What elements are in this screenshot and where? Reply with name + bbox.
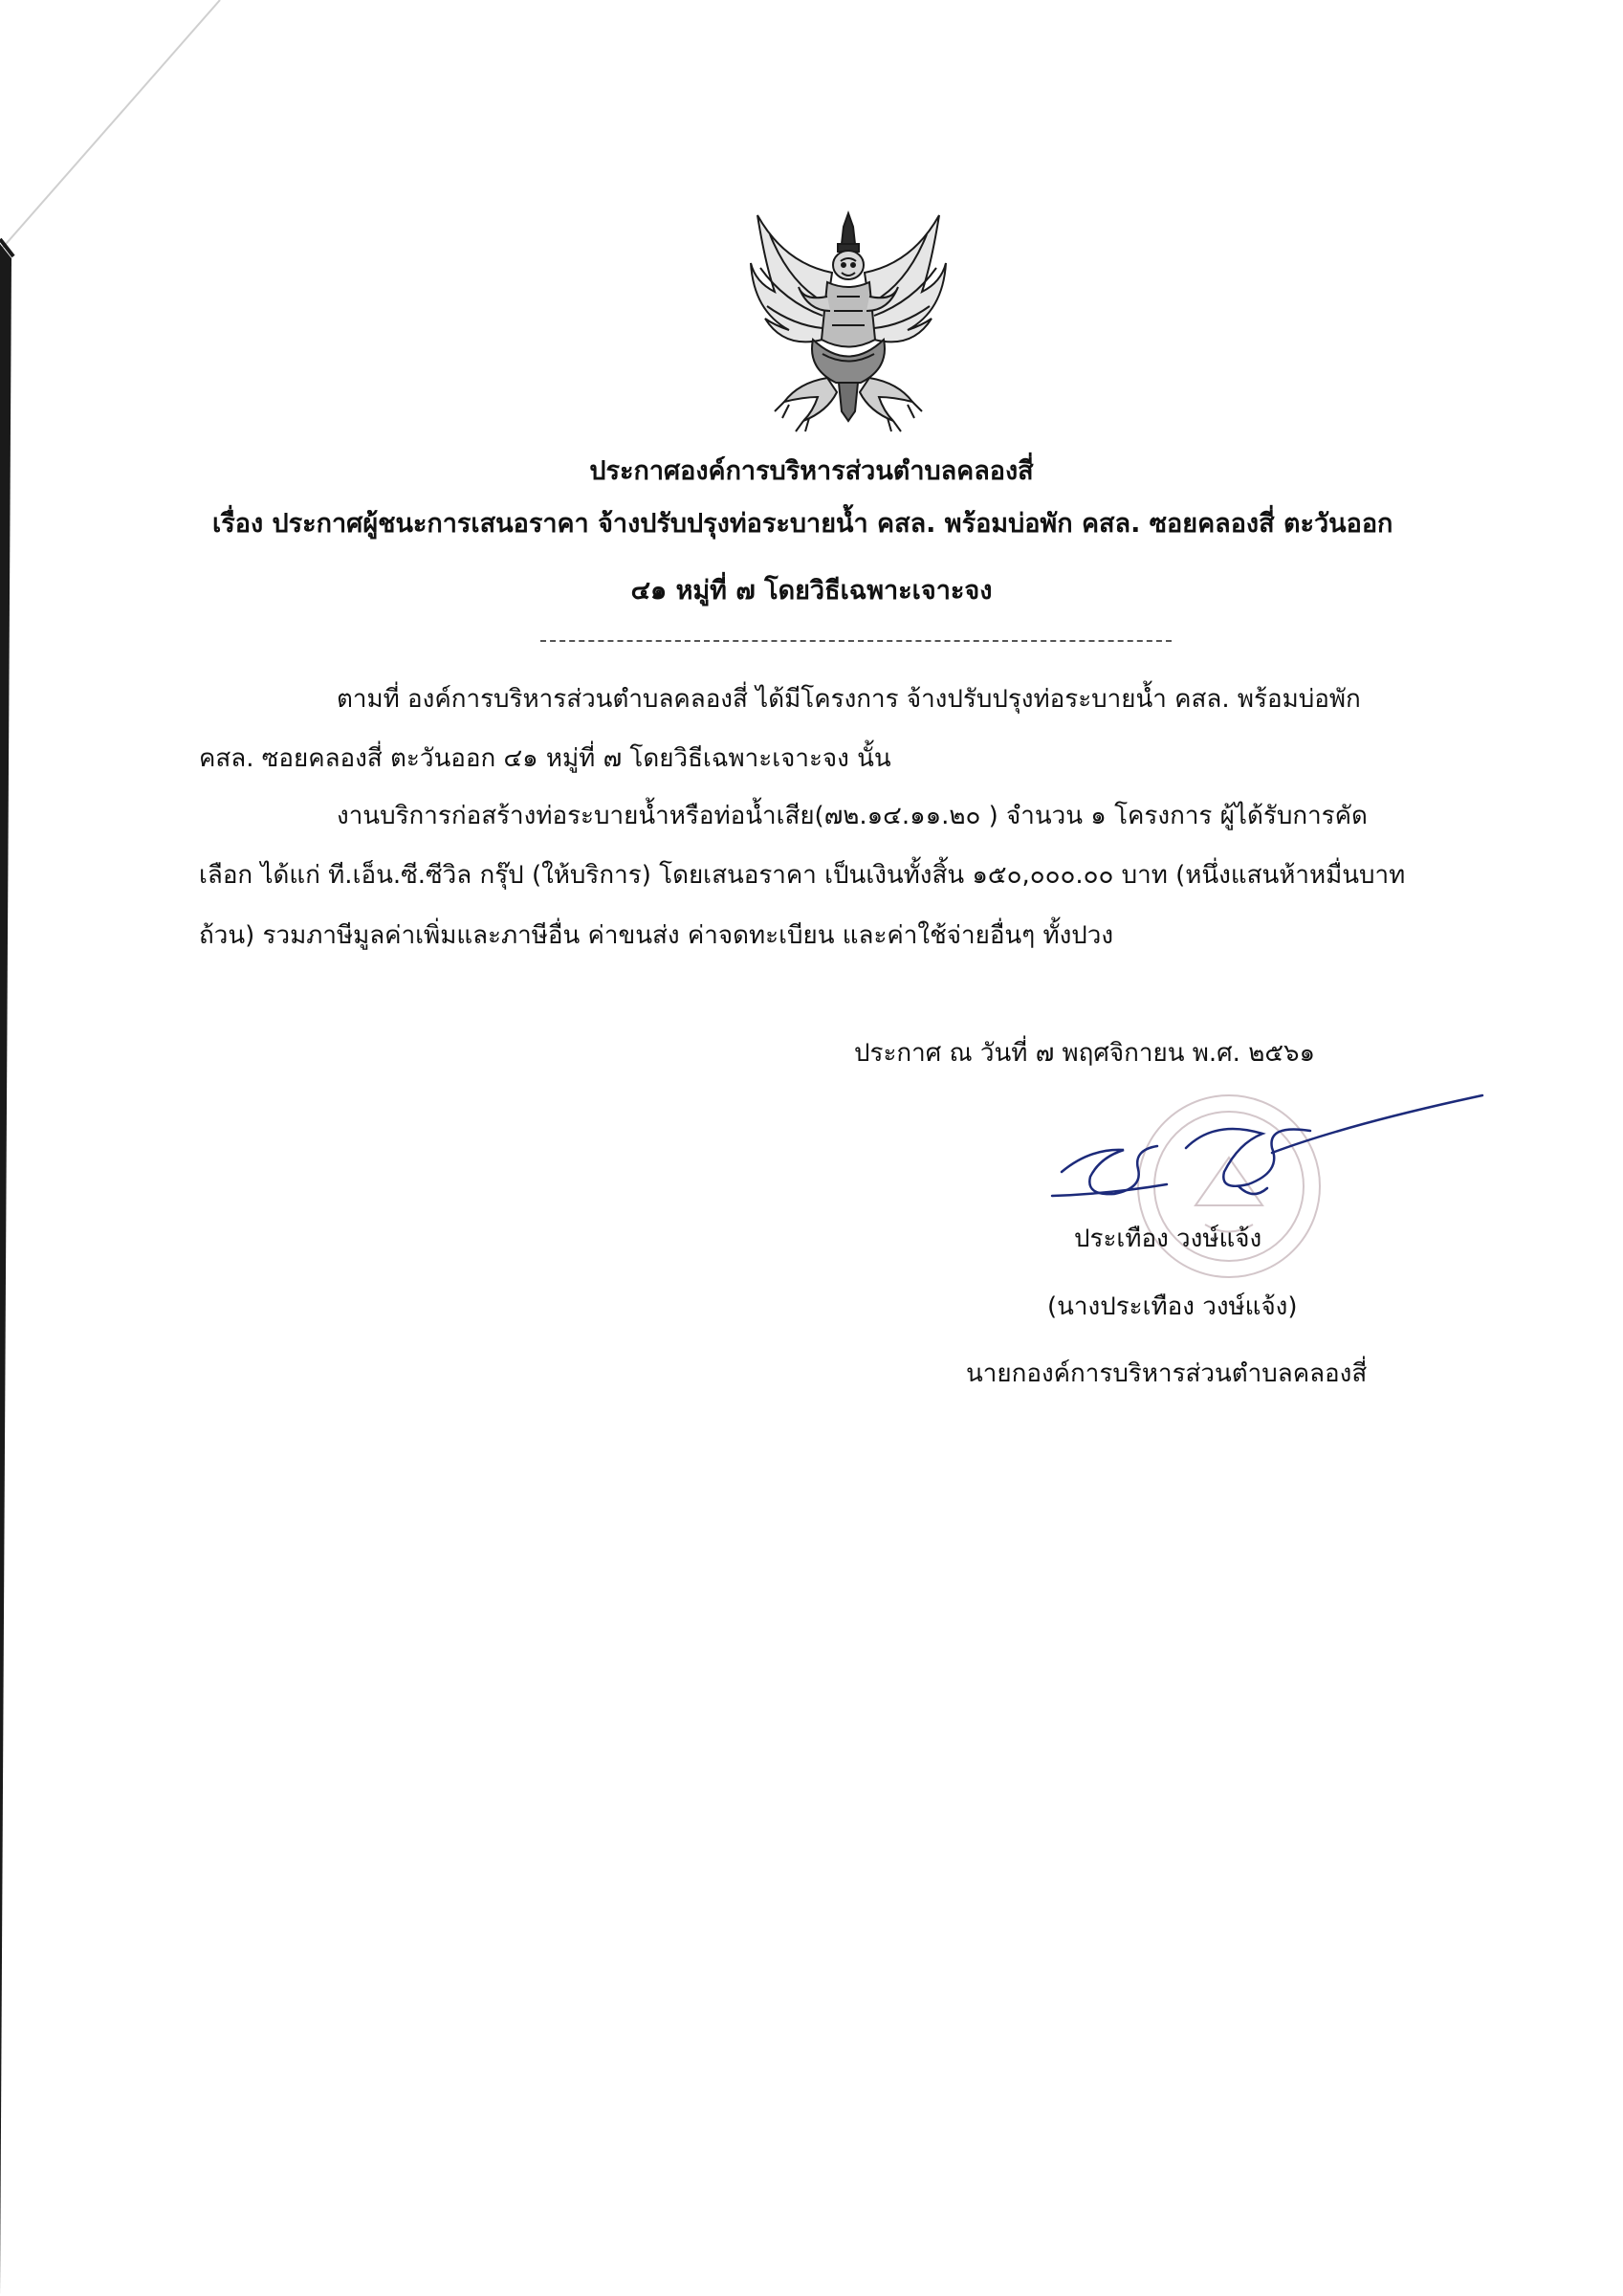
paragraph-2-line-2: เลือก ได้แก่ ที.เอ็น.ซี.ซีวิล กรุ๊ป (ให้บริการ) โดยเสนอราคา เป็นเงินทั้งสิ้น ๑๕๐,๐๐๐.๐๐ บาท (หนึ่งแสนห้าหมื่นบาท (199, 861, 1406, 890)
garuda-emblem-icon (746, 206, 952, 435)
subject-line-1: เรื่อง ประกาศผู้ชนะการเสนอราคา จ้างปรับปรุงท่อระบายน้ำ คสล. พร้อมบ่อพัก คสล. ซอยคลองสี่ ตะวันออก (212, 509, 1393, 539)
subject-line-2: ๔๑ หมู่ที่ ๗ โดยวิธีเฉพาะเจาะจง (630, 576, 993, 606)
dashed-divider (540, 640, 1172, 642)
signer-position: นายกองค์การบริหารส่วนตำบลคลองสี่ (966, 1359, 1368, 1388)
signer-full-name: (นางประเทือง วงษ์แจ้ง) (1047, 1292, 1298, 1321)
paragraph-1-line-2: คสล. ซอยคลองสี่ ตะวันออก ๔๑ หมู่ที่ ๗ โดยวิธีเฉพาะเจาะจง นั้น (199, 744, 891, 773)
paragraph-2-line-1: งานบริการก่อสร้างท่อระบายน้ำหรือท่อน้ำเสีย(๗๒.๑๔.๑๑.๒๐ ) จำนวน ๑ โครงการ ผู้ได้รับการคัด (337, 802, 1368, 830)
paragraph-1-line-1: ตามที่ องค์การบริหารส่วนตำบลคลองสี่ ได้มีโครงการ จ้างปรับปรุงท่อระบายน้ำ คสล. พร้อมบ่อพัก (337, 685, 1361, 714)
paragraph-2-line-3: ถ้วน) รวมภาษีมูลค่าเพิ่มและภาษีอื่น ค่าขนส่ง ค่าจดทะเบียน และค่าใช้จ่ายอื่นๆ ทั้งปวง (199, 921, 1114, 950)
announcement-date: ประกาศ ณ วันที่ ๗ พฤศจิกายน พ.ศ. ๒๕๖๑ (854, 1039, 1316, 1068)
announcement-heading: ประกาศองค์การบริหารส่วนตำบลคลองสี่ (589, 456, 1034, 486)
signer-name: ประเทือง วงษ์แจ้ง (1074, 1225, 1262, 1253)
